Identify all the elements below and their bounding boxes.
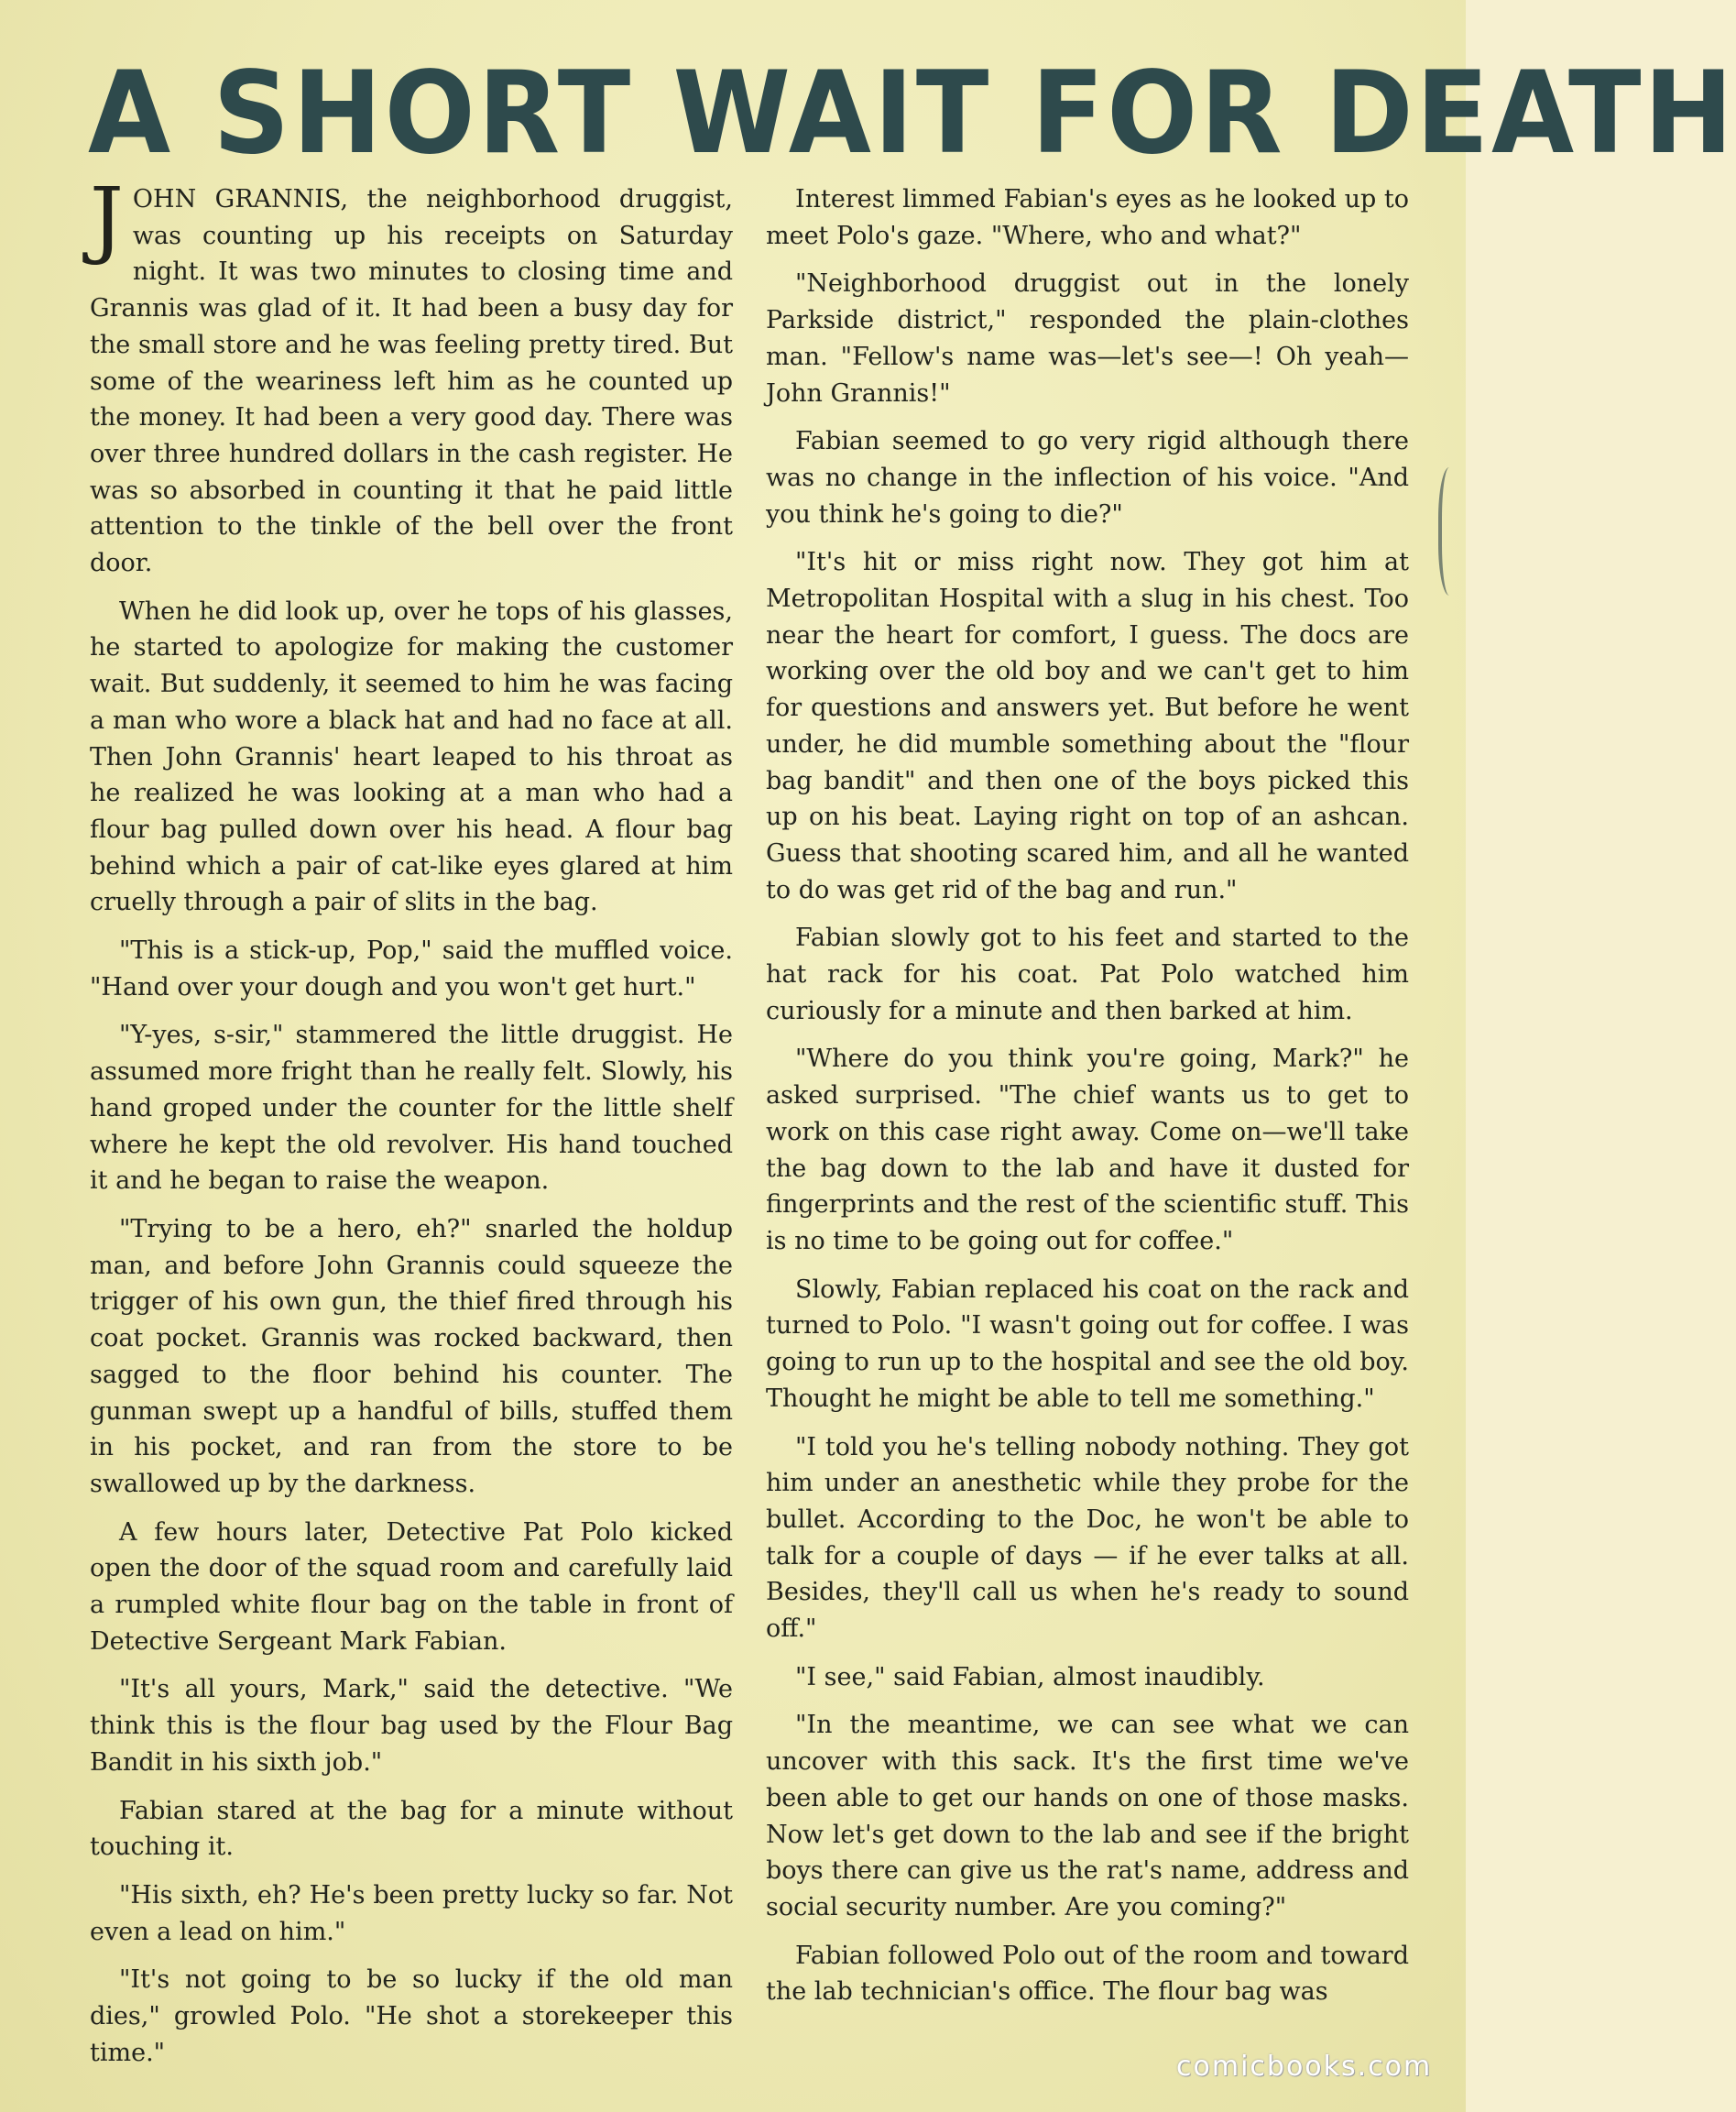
paragraph: "I told you he's telling nobody nothing. They got him under an anesthetic while they probe for the bullet. According to the Doc, he won't be able to talk for a couple of days — if he ever talks at all. Besides, they'll call us when he's ready to sound off." (766, 1432, 1409, 1644)
paragraph: "Y-yes, s-sir," stammered the little druggist. He assumed more fright than he really felt. Slowly, his hand groped under the counter for the little shelf where he kept the old revolver. His hand touched it and he began to raise the weapon. (90, 1021, 733, 1196)
paragraph: Interest limmed Fabian's eyes as he looked up to meet Polo's gaze. "Where, who and what?" (766, 185, 1409, 250)
paragraph: "Trying to be a hero, eh?" snarled the holdup man, and before John Grannis could squeeze the trigger of his own gun, the thief fired through his coat pocket. Grannis was rocked backward, then sagged to the floor behind his counter. The gunman swept up a handful of bills, stuffed them in his pocket, and ran from the store to be swallowed up by the darkness. (90, 1214, 733, 1498)
paragraph: "Where do you think you're going, Mark?" he asked surprised. "The chief wants us to get to work on this case right away. Come on—we'll take the bag down to the lab and have it dusted for fingerprints and the rest of the scientific stuff. This is no time to be going out for coffee." (766, 1045, 1409, 1255)
story-body (90, 170, 1409, 2067)
paragraph: "It's all yours, Mark," said the detective. "We think this is the flour bag used by the Flour Bag Bandit in his sixth job." (90, 1675, 733, 1777)
drop-cap: J (90, 170, 124, 268)
paragraph: Fabian slowly got to his feet and started to the hat rack for his coat. Pat Polo watched him curiously for a minute and then barked at him. (766, 924, 1409, 1025)
paragraph: "This is a stick-up, Pop," said the muffled voice. "Hand over your dough and you won't get hurt." (90, 936, 733, 1001)
paragraph: Fabian seemed to go very rigid although there was no change in the inflection of his voice. "And you think he's going to die?" (766, 427, 1409, 529)
paragraph: Fabian stared at the bag for a minute without touching it. (90, 1796, 733, 1862)
paragraph: "His sixth, eh? He's been pretty lucky so far. Not even a lead on him." (90, 1880, 733, 1946)
paragraph (90, 170, 733, 582)
paragraph: "I see," said Fabian, almost inaudibly. (795, 1662, 1265, 1691)
paragraph-text: OHN GRANNIS, the neighborhood druggist, was counting up his receipts on Saturday night. It was two minutes to closing time and Grannis was glad of it. It had been a busy day for the small store and he was feeling pretty tired. But some of the weariness left him as he counted up the money. It had been a very good day. There was over three hundred dollars in the cash register. He was so absorbed in counting it that he paid little attention to the tinkle of the bell over the front door. (90, 185, 733, 578)
paragraph: "It's hit or miss right now. They got him at Metropolitan Hospital with a slug in his chest. Too near the heart for comfort, I guess. The docs are working over the old boy and we can't get to him for questions and answers yet. But before he went under, he did mumble something about the "flour bag bandit" and then one of the boys picked this up on his beat. Laying right on top of an ashcan. Guess that shooting scared him, and all he wanted to do was get rid of the bag and run." (766, 548, 1409, 904)
story-title: A SHORT WAIT FOR DEATH (88, 48, 1736, 180)
paragraph: "In the meantime, we can see what we can uncover with this sack. It's the first time we've been able to get our hands on one of those masks. Now let's get down to the lab and see if the bright boys there can give us the rat's name, address and social security number. Are you coming?" (766, 1711, 1409, 1921)
watermark: comicbooks.com (1176, 2051, 1433, 2083)
paragraph: Fabian followed Polo out of the room and toward the lab technician's office. The flour bag was (766, 1941, 1409, 2007)
paragraph: "Neighborhood druggist out in the lonely Parkside district," responded the plain-clothes man. "Fellow's name was—let's see—! Oh yeah—John Grannis!" (766, 269, 1409, 408)
column-right (766, 181, 1409, 2025)
paragraph: "It's not going to be so lucky if the old man dies," growled Polo. "He shot a storekeeper this time." (90, 1965, 733, 2067)
column-left (90, 170, 733, 2067)
staple-mark (1438, 467, 1466, 596)
paragraph: Slowly, Fabian replaced his coat on the rack and turned to Polo. "I wasn't going out for coffee. I was going to run up to the hospital and see the old boy. Thought he might be able to tell me something." (766, 1275, 1409, 1413)
paragraph: A few hours later, Detective Pat Polo kicked open the door of the squad room and carefully laid a rumpled white flour bag on the table in front of Detective Sergeant Mark Fabian. (90, 1517, 733, 1656)
paragraph: When he did look up, over he tops of his glasses, he started to apologize for making the customer wait. But suddenly, it seemed to him he was facing a man who wore a black hat and had no face at all. Then John Grannis' heart leaped to his throat as he realized he was looking at a man who had a flour bag pulled down over his head. A flour bag behind which a pair of cat-like eyes glared at him cruelly through a pair of slits in the bag. (90, 596, 733, 917)
